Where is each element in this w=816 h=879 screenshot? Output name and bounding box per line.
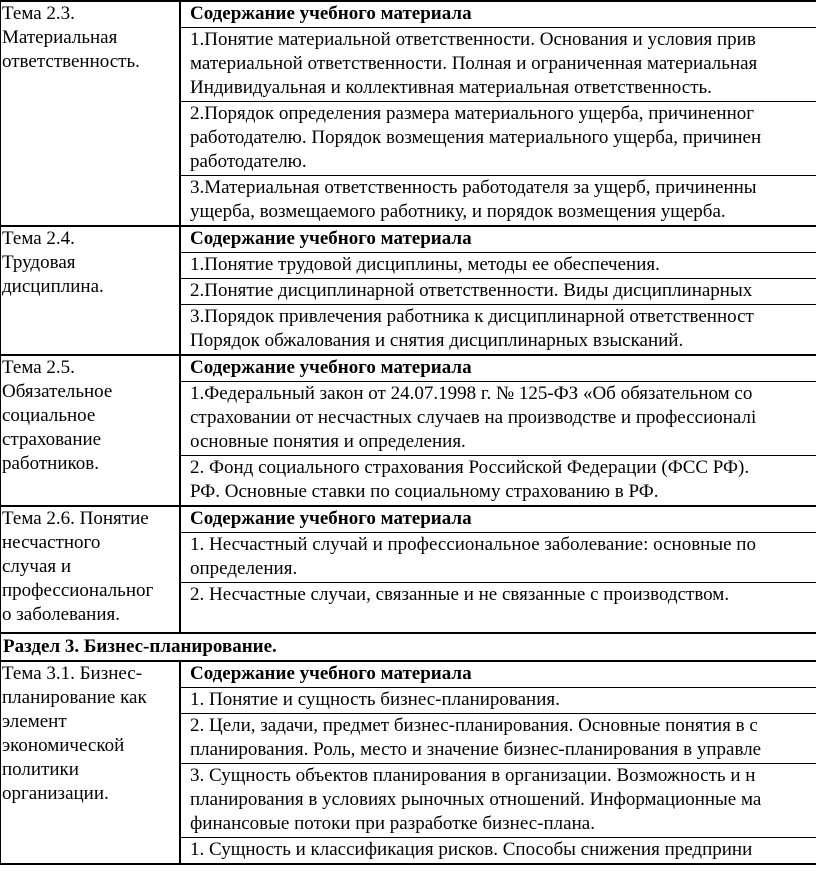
content-item [181, 305, 816, 354]
content-cell [181, 662, 816, 863]
topic-cell [0, 2, 181, 225]
content-item [181, 533, 816, 583]
content-line: планирования. Роль, место и значение бизнес-планирования в управле [190, 739, 762, 760]
topic-line: о заболевания. [2, 604, 120, 625]
topic-line: дисциплина. [2, 276, 104, 297]
content-line: Содержание учебного материала [190, 508, 472, 529]
content-header [181, 356, 816, 382]
section-group [0, 662, 816, 865]
content-header [181, 507, 816, 533]
topic-line: Тема 2.6. Понятие [2, 508, 149, 529]
content-header [181, 227, 816, 253]
content-item [181, 688, 816, 714]
topic-section [0, 227, 816, 356]
topic-line: работников. [2, 453, 99, 474]
content-line: основные понятия и определения. [190, 431, 466, 452]
content-cell [181, 227, 816, 354]
topic-line: планирование как [2, 687, 147, 708]
topic-line: случая и [2, 556, 72, 577]
content-cell [181, 2, 816, 225]
content-line: 2.Порядок определения размера материального ущерба, причиненног [190, 103, 755, 124]
content-line [190, 607, 816, 631]
content-line: 1. Понятие и сущность бизнес-планирования. [190, 689, 560, 710]
content-line: работодателю. [190, 151, 307, 172]
content-line: Порядок обжалования и снятия дисциплинарных взысканий. [190, 330, 684, 351]
content-line: 2. Цели, задачи, предмет бизнес-планирования. Основные понятия в с [190, 715, 758, 736]
content-line: определения. [190, 558, 298, 579]
content-item [181, 583, 816, 632]
content-item [181, 838, 816, 863]
topic-cell [0, 507, 181, 632]
topic-line: профессиональног [2, 580, 154, 601]
content-line: 2. Несчастные случаи, связанные и не связанные с производством. [190, 584, 730, 605]
content-line: 2. Фонд социального страхования Российской Федерации (ФСС РФ). [190, 457, 750, 478]
content-item [181, 714, 816, 764]
topic-line: Материальная [2, 27, 118, 48]
topic-line: политики [2, 759, 79, 780]
topic-line: Тема 2.5. [2, 357, 75, 378]
content-line: ущерба, возмещаемого работнику, и порядок возмещения ущерба. [190, 201, 726, 222]
topic-line: Обязательное [2, 381, 113, 402]
topic-section [0, 2, 816, 227]
content-line: 1. Сущность и классификация рисков. Способы снижения предприни [190, 839, 753, 860]
content-item [181, 456, 816, 505]
topic-section [0, 507, 816, 634]
topic-section [0, 356, 816, 507]
topic-cell [0, 356, 181, 505]
content-line: финансовые потоки при разработке бизнес-плана. [190, 813, 595, 834]
section-group [0, 2, 816, 634]
content-line: работодателю. Порядок возмещения материального ущерба, причинен [190, 127, 762, 148]
content-line: 3.Порядок привлечения работника к дисциплинарной ответственност [190, 306, 754, 327]
content-item [181, 253, 816, 279]
content-line: Содержание учебного материала [190, 663, 472, 684]
content-item [181, 102, 816, 176]
topic-cell [0, 227, 181, 354]
content-line: 1.Федеральный закон от 24.07.1998 г. № 125-ФЗ «Об обязательном со [190, 383, 753, 404]
content-line: 1.Понятие материальной ответственности. Основания и условия прив [190, 29, 756, 50]
content-header [181, 2, 816, 28]
topic-line: страхование [2, 429, 102, 450]
topic-line: ответственность. [2, 51, 140, 72]
content-item [181, 28, 816, 102]
content-line: 1. Несчастный случай и профессиональное заболевание: основные по [190, 534, 756, 555]
content-line: планирования в условиях рыночных отношений. Информационные ма [190, 789, 762, 810]
topic-line: экономической [2, 735, 125, 756]
topic-section [0, 662, 816, 865]
content-cell [181, 356, 816, 505]
content-line: 2.Понятие дисциплинарной ответственности. Виды дисциплинарных [190, 280, 753, 301]
content-line: РФ. Основные ставки по социальному страхованию в РФ. [190, 481, 659, 502]
content-line: Содержание учебного материала [190, 3, 472, 24]
topic-line: социальное [2, 405, 96, 426]
topic-line: несчастного [2, 532, 101, 553]
topic-line: Тема 3.1. Бизнес- [2, 663, 143, 684]
content-line: Индивидуальная и коллективная материальная ответственность. [190, 77, 712, 98]
content-item [181, 764, 816, 838]
content-line: страховании от несчастных случаев на производстве и профессионалі [190, 407, 757, 428]
topic-line: Тема 2.4. [2, 228, 75, 249]
content-item [181, 382, 816, 456]
content-line: Содержание учебного материала [190, 357, 472, 378]
topic-line: Трудовая [2, 252, 76, 273]
content-item [181, 279, 816, 305]
content-line: 3.Материальная ответственность работодателя за ущерб, причиненны [190, 177, 757, 198]
content-line: материальной ответственности. Полная и ограниченная материальная [190, 53, 758, 74]
content-header [181, 662, 816, 688]
topic-line: элемент [2, 711, 67, 732]
topic-line: организации. [2, 783, 109, 804]
content-line: 1.Понятие трудовой дисциплины, методы ее обеспечения. [190, 254, 660, 275]
topic-cell [0, 662, 181, 863]
content-line: 3. Сущность объектов планирования в организации. Возможность и н [190, 765, 756, 786]
content-cell [181, 507, 816, 632]
content-item [181, 176, 816, 225]
topic-line: Тема 2.3. [2, 3, 75, 24]
part-heading: Раздел 3. Бизнес-планирование. [0, 634, 816, 662]
content-line: Содержание учебного материала [190, 228, 472, 249]
